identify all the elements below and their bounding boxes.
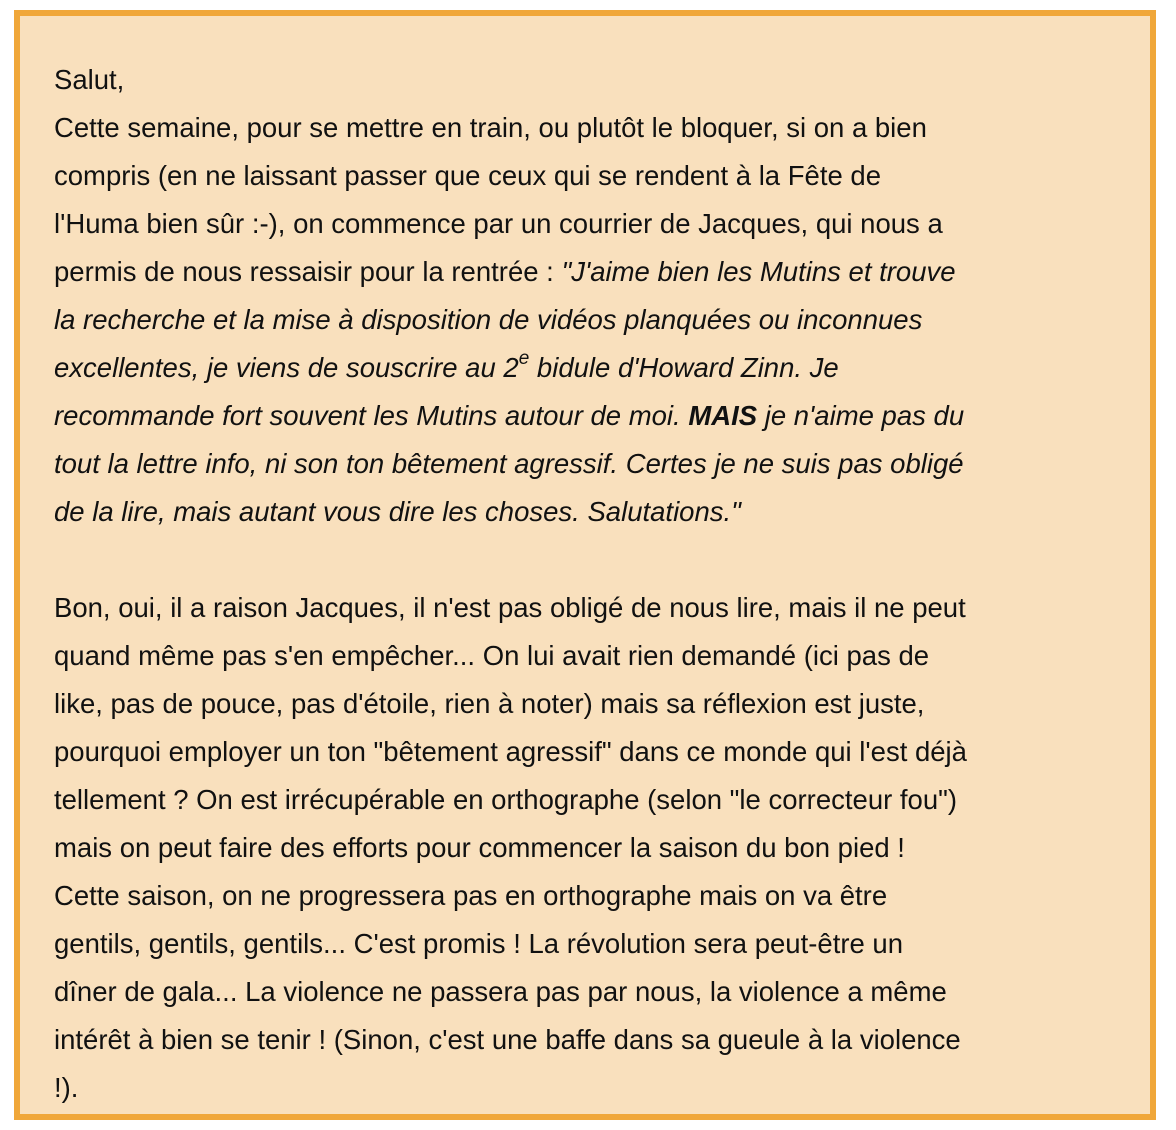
- quote-text: je n'aime pas du: [757, 400, 965, 431]
- newsletter-text-box: [14, 10, 1156, 1120]
- intro-line: l'Huma bien sûr :-), on commence par un courrier de Jacques, qui nous a: [54, 208, 943, 239]
- letter-intro-paragraph: [54, 56, 1120, 536]
- quote-line: [54, 344, 1120, 392]
- intro-line: compris (en ne laissant passer que ceux qui se rendent à la Fête de: [54, 160, 882, 191]
- quote-line: [54, 392, 1120, 440]
- reply-line: intérêt à bien se tenir ! (Sinon, c'est une baffe dans sa gueule à la violence: [54, 1024, 961, 1055]
- greeting-line: Salut,: [54, 64, 125, 95]
- intro-quote-line: [54, 248, 1120, 296]
- quote-line: tout la lettre info, ni son ton bêtement agressif. Certes je ne suis pas obligé: [54, 448, 964, 479]
- quote-emphasis: MAIS: [688, 400, 758, 431]
- quote-text: "J'aime bien les Mutins et trouve: [561, 256, 956, 287]
- reply-line: dîner de gala... La violence ne passera pas par nous, la violence a même: [54, 976, 947, 1007]
- reply-line: tellement ? On est irrécupérable en orthographe (selon "le correcteur fou"): [54, 784, 958, 815]
- quote-line: la recherche et la mise à disposition de vidéos planquées ou inconnues: [54, 304, 923, 335]
- reply-paragraph: [54, 584, 1120, 1112]
- intro-line: Cette semaine, pour se mettre en train, ou plutôt le bloquer, si on a bien: [54, 112, 927, 143]
- reply-line: !).: [54, 1072, 79, 1103]
- reply-line: mais on peut faire des efforts pour commencer la saison du bon pied !: [54, 832, 905, 863]
- reply-line: Bon, oui, il a raison Jacques, il n'est pas obligé de nous lire, mais il ne peut: [54, 592, 966, 623]
- quote-text: excellentes, je viens de souscrire au 2: [54, 352, 519, 383]
- reply-line: like, pas de pouce, pas d'étoile, rien à noter) mais sa réflexion est juste,: [54, 688, 925, 719]
- intro-line-end: permis de nous ressaisir pour la rentrée :: [54, 256, 562, 287]
- reply-line: gentils, gentils, gentils... C'est promis ! La révolution sera peut-être un: [54, 928, 904, 959]
- reply-line: quand même pas s'en empêcher... On lui avait rien demandé (ici pas de: [54, 640, 930, 671]
- reply-line: pourquoi employer un ton "bêtement agressif" dans ce monde qui l'est déjà: [54, 736, 967, 767]
- paragraph-spacer: [54, 536, 1120, 584]
- quote-line: de la lire, mais autant vous dire les choses. Salutations.": [54, 496, 741, 527]
- quote-text: bidule d'Howard Zinn. Je: [529, 352, 839, 383]
- quote-text: recommande fort souvent les Mutins autour de moi.: [54, 400, 689, 431]
- ordinal-superscript: e: [518, 347, 530, 369]
- reply-line: Cette saison, on ne progressera pas en orthographe mais on va être: [54, 880, 888, 911]
